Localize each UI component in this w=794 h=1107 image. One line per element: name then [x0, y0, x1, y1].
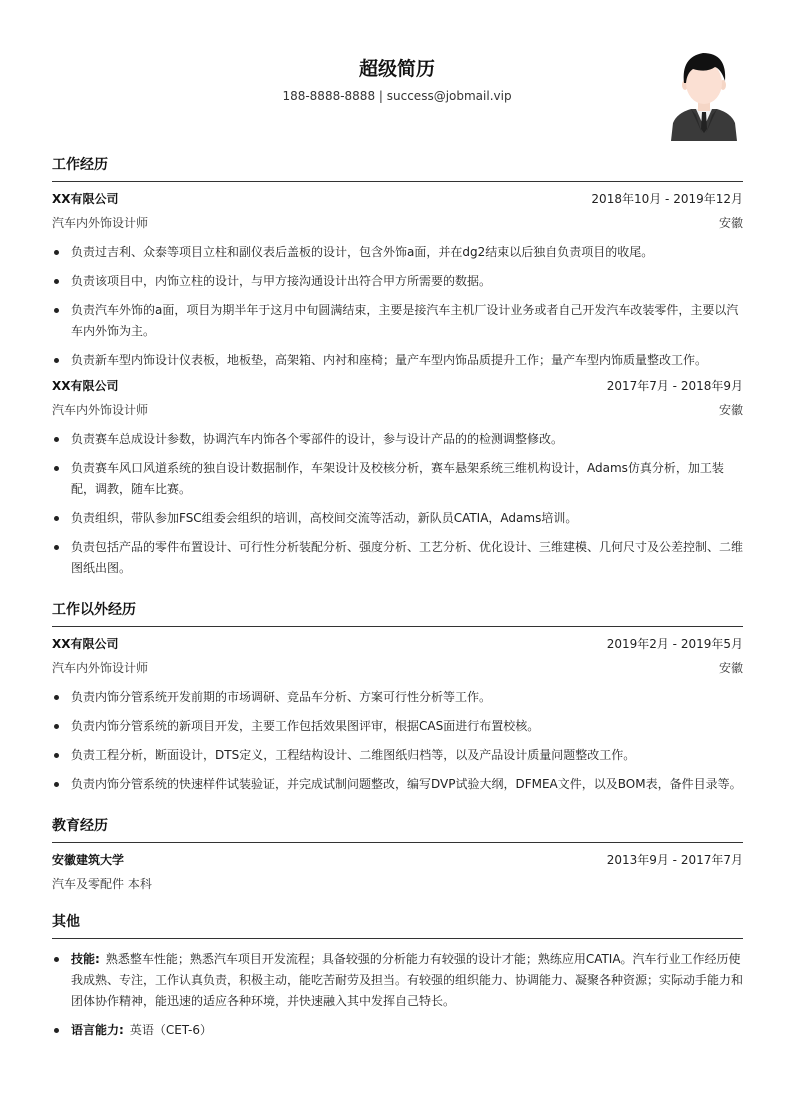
section-title-education: 教育经历 [52, 818, 108, 834]
list-item: 负责内饰分管系统开发前期的市场调研、竞品车分析、方案可行性分析等工作。 [52, 687, 743, 708]
bullet-list [52, 429, 743, 579]
date-range: 2018年10月 - 2019年12月 [591, 192, 743, 206]
resume-name: 超级简历 [358, 58, 435, 80]
avatar [669, 49, 739, 141]
company-name: XX有限公司 [52, 192, 119, 206]
date-range: 2013年9月 - 2017年7月 [606, 853, 743, 867]
job-title: 汽车内外饰设计师 [52, 403, 149, 417]
skills-text: 熟悉整车性能；熟悉汽车项目开发流程；具备较强的分析能力有较强的设计才能；熟练应用CATIA。汽车行业工作经历使我成熟、专注，工作认真负责，积极主动，能吃苦耐劳及担当。有较强的组织能力、协调能力、凝聚各种资源；实际动手能力和团体协作精神，能迅速的适应各种环境，并快速融入其中发挥自己特长。 [71, 952, 744, 1008]
list-item: 负责该项目中，内饰立柱的设计，与甲方接沟通设计出符合甲方所需要的数据。 [52, 271, 743, 292]
education-section [52, 817, 743, 891]
section-title-work: 工作经历 [52, 157, 108, 173]
bullet-list [52, 242, 743, 371]
work-entry [52, 192, 743, 371]
section-divider [52, 181, 743, 182]
date-range: 2019年2月 - 2019年5月 [606, 637, 743, 651]
work-section [52, 156, 743, 579]
resume-header [0, 0, 794, 150]
job-title: 汽车内外饰设计师 [52, 216, 149, 230]
school-name: 安徽建筑大学 [52, 853, 125, 867]
section-divider [52, 626, 743, 627]
section-divider [52, 938, 743, 939]
list-item: 负责新车型内饰设计仪表板，地板垫，高架箱、内衬和座椅；量产车型内饰品质提升工作；量产车型内饰质量整改工作。 [52, 350, 743, 371]
work-entry [52, 379, 743, 579]
company-name: XX有限公司 [52, 379, 119, 393]
list-item: 负责包括产品的零件布置设计、可行性分析装配分析、强度分析、工艺分析、优化设计、三维建模、几何尺寸及公差控制、二维图纸出图。 [52, 537, 743, 579]
bullet-list [52, 949, 743, 1041]
bullet-list [52, 687, 743, 795]
skills-label: 技能: [71, 952, 100, 966]
resume-content [52, 156, 743, 1063]
list-item: 负责赛车风口风道系统的独自设计数据制作，车架设计及校核分析，赛车悬架系统三维机构设计，Adams仿真分析，加工装配，调教，随车比赛。 [52, 458, 743, 500]
company-name: XX有限公司 [52, 637, 119, 651]
section-divider [52, 842, 743, 843]
job-location: 安徽 [718, 661, 743, 675]
list-item [52, 1020, 743, 1041]
job-location: 安徽 [718, 403, 743, 417]
list-item: 负责汽车外饰的a面，项目为期半年于这月中旬圆满结束，主要是接汽车主机厂设计业务或者自己开发汽车改装零件，主要以汽车内外饰为主。 [52, 300, 743, 342]
major-degree: 汽车及零配件 本科 [52, 877, 152, 891]
list-item: 负责内饰分管系统的新项目开发，主要工作包括效果图评审，根据CAS面进行布置校核。 [52, 716, 743, 737]
job-location: 安徽 [718, 216, 743, 230]
section-title-outside: 工作以外经历 [52, 602, 136, 618]
outside-section [52, 601, 743, 795]
list-item: 负责过吉利、众泰等项目立柱和副仪表后盖板的设计，包含外饰a面，并在dg2结束以后独自负责项目的收尾。 [52, 242, 743, 263]
other-section [52, 913, 743, 1041]
job-title: 汽车内外饰设计师 [52, 661, 149, 675]
contact-info: 188-8888-8888 | success@jobmail.vip [282, 89, 512, 103]
language-text: 英语（CET-6） [129, 1023, 212, 1037]
list-item: 负责工程分析，断面设计，DTS定义，工程结构设计、二维图纸归档等，以及产品设计质量问题整改工作。 [52, 745, 743, 766]
list-item: 负责组织，带队参加FSC组委会组织的培训，高校间交流等活动，新队员CATIA，Adams培训。 [52, 508, 743, 529]
list-item: 负责内饰分管系统的快速样件试装验证，并完成试制问题整改，编写DVP试验大纲，DFMEA文件，以及BOM表，备件目录等。 [52, 774, 743, 795]
list-item: 负责赛车总成设计参数，协调汽车内饰各个零部件的设计，参与设计产品的的检测调整修改。 [52, 429, 743, 450]
language-label: 语言能力: [71, 1023, 124, 1037]
outside-entry [52, 637, 743, 795]
section-title-other: 其他 [52, 914, 80, 930]
date-range: 2017年7月 - 2018年9月 [606, 379, 743, 393]
list-item [52, 949, 743, 1012]
